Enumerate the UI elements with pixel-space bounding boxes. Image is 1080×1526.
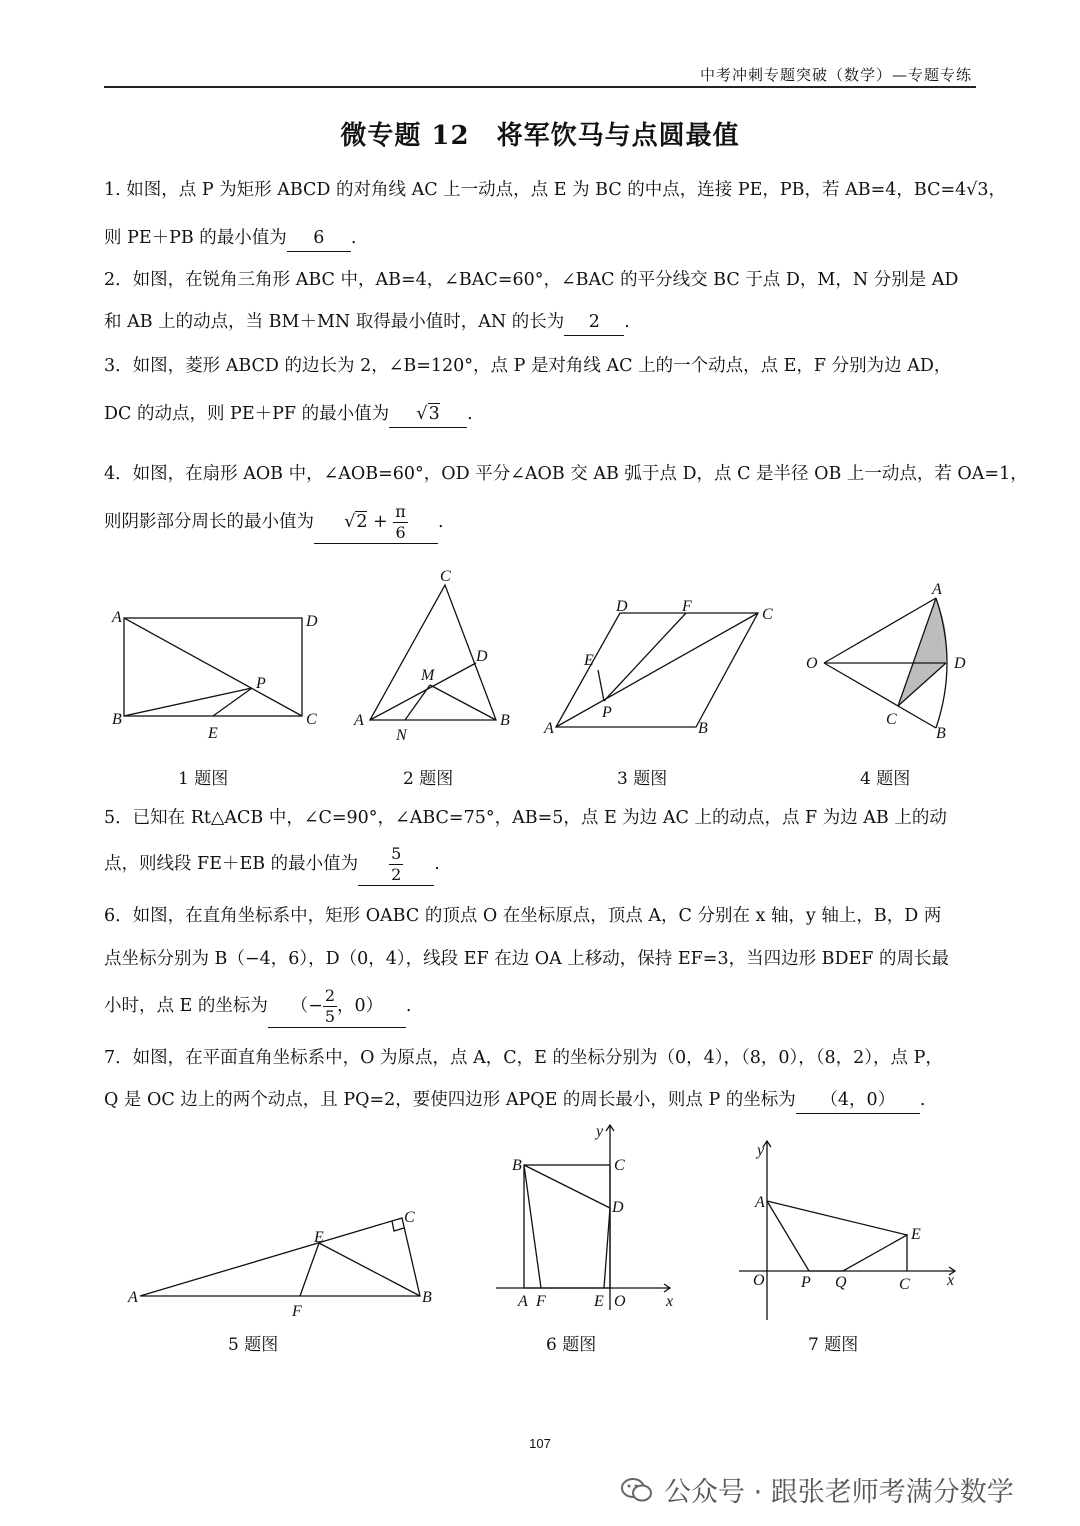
- problem-6-line-1: 6．如图，在直角坐标系中，矩形 OABC 的顶点 O 在坐标原点，顶点 A，C 分别在 x 轴，y 轴上，B，D 两: [104, 906, 942, 926]
- watermark-text: 公众号 · 跟张老师考满分数学: [664, 1477, 1014, 1508]
- label-E: E: [314, 1229, 324, 1246]
- label-D: D: [306, 613, 318, 630]
- label-C: C: [886, 711, 897, 728]
- label-B: B: [936, 725, 946, 742]
- caption-figure-7: 7 题图: [808, 1335, 859, 1355]
- caption-figure-6: 6 题图: [546, 1335, 597, 1355]
- figure-6-coordinate-rectangle: [490, 1120, 690, 1315]
- label-D: D: [476, 648, 488, 665]
- label-A: A: [544, 720, 554, 737]
- label-E: E: [594, 1293, 604, 1310]
- label-P: P: [801, 1274, 811, 1291]
- label-O: O: [806, 655, 818, 672]
- problem-3-line-2: DC 的动点，则 PE＋PF 的最小值为 √3 .: [104, 392, 984, 436]
- problem-5-line-1: 5．已知在 Rt△ACB 中，∠C=90°，∠ABC=75°，AB=5，点 E 为边 AC 上的动点，点 F 为边 AB 上的动: [104, 808, 947, 828]
- header-rule: [104, 86, 976, 88]
- label-P: P: [256, 675, 266, 692]
- figure-4-sector: [800, 578, 990, 748]
- label-D: D: [616, 598, 628, 615]
- problem-3-line-1: 3．如图，菱形 ABCD 的边长为 2，∠B=120°，点 P 是对角线 AC 上的一个动点，点 E，F 分别为边 AD，: [104, 356, 952, 376]
- caption-figure-2: 2 题图: [403, 769, 454, 789]
- label-A: A: [932, 581, 942, 598]
- label-F: F: [682, 598, 692, 615]
- watermark: [620, 1470, 1014, 1509]
- caption-figure-5: 5 题图: [228, 1335, 279, 1355]
- figure-3-rhombus: [540, 595, 780, 745]
- label-C: C: [762, 606, 773, 623]
- label-N: N: [396, 727, 407, 744]
- label-D: D: [612, 1199, 624, 1216]
- problem-6-line-2: 点坐标分别为 B（−4，6），D（0，4），线段 EF 在边 OA 上移动，保持 EF=3，当四边形 BDEF 的周长最: [104, 949, 950, 969]
- label-A: A: [755, 1194, 765, 1211]
- figure-5-right-triangle: [120, 1200, 450, 1325]
- label-x: x: [666, 1293, 674, 1310]
- label-C: C: [404, 1209, 415, 1226]
- figure-1-rectangle: [100, 590, 330, 750]
- label-B: B: [112, 711, 122, 728]
- label-E: E: [208, 725, 218, 742]
- label-M: M: [421, 667, 435, 684]
- label-F: F: [292, 1303, 302, 1320]
- label-y: y: [757, 1142, 765, 1159]
- label-F: F: [536, 1293, 546, 1310]
- running-header: 中考冲刺专题突破（数学）—专题专练: [700, 66, 973, 84]
- label-C: C: [899, 1276, 910, 1293]
- label-B: B: [512, 1157, 522, 1174]
- problem-1-line-2: 则 PE＋PB 的最小值为 6 .: [104, 216, 984, 260]
- label-E: E: [584, 652, 594, 669]
- label-A: A: [112, 609, 122, 626]
- label-O: O: [614, 1293, 626, 1310]
- label-Q: Q: [835, 1274, 847, 1291]
- problem-4-line-1: 4．如图，在扇形 AOB 中，∠AOB=60°，OD 平分∠AOB 交 AB 弧于点 D，点 C 是半径 OB 上一动点，若 OA=1，: [104, 464, 1028, 484]
- label-E: E: [911, 1226, 921, 1243]
- label-C: C: [440, 568, 451, 585]
- label-O: O: [753, 1272, 765, 1289]
- label-C: C: [614, 1157, 625, 1174]
- label-B: B: [422, 1289, 432, 1306]
- problem-5-line-2: 点，则线段 FE＋EB 的最小值为 $\frac{5}{2}$ .: [104, 844, 440, 884]
- label-B: B: [698, 720, 708, 737]
- problem-1-answer: 6: [287, 225, 351, 252]
- problem-7-answer: （4，0）: [796, 1087, 920, 1114]
- problem-7-line-1: 7．如图，在平面直角坐标系中，O 为原点，点 A，C，E 的坐标分别为（0，4），（8，0），（8，2），点 P，: [104, 1048, 943, 1068]
- problem-4-line-2: 则阴影部分周长的最小值为 √2 + $\frac{\pi}{6}$ .: [104, 502, 444, 542]
- problem-1-line-1: 1. 如图，点 P 为矩形 ABCD 的对角线 AC 上一动点，点 E 为 BC 的中点，连接 PE，PB，若 AB=4，BC=4√3，: [104, 180, 1007, 200]
- wechat-icon: [620, 1476, 654, 1504]
- label-P: P: [602, 704, 612, 721]
- label-D: D: [954, 655, 966, 672]
- label-B: B: [500, 712, 510, 729]
- figure-2-triangle: [350, 565, 520, 755]
- problem-6-answer: （− $\frac{2}{5}$ ，0）: [268, 986, 406, 1028]
- label-A: A: [128, 1289, 138, 1306]
- label-x: x: [947, 1272, 955, 1289]
- page-number: 107: [529, 1436, 551, 1451]
- problem-2-line-1: 2．如图，在锐角三角形 ABC 中，AB=4，∠BAC=60°，∠BAC 的平分线交 BC 于点 D，M，N 分别是 AD: [104, 270, 959, 290]
- page-title: 微专题 12 将军饮马与点圆最值: [340, 121, 740, 151]
- problem-2-line-2: 和 AB 上的动点，当 BM＋MN 取得最小值时，AN 的长为 2 .: [104, 300, 984, 344]
- caption-figure-3: 3 题图: [617, 769, 668, 789]
- caption-figure-1: 1 题图: [178, 769, 229, 789]
- problem-4-answer: √2 + $\frac{\pi}{6}$: [314, 502, 438, 544]
- problem-7-line-2: Q 是 OC 边上的两个动点，且 PQ=2，要使四边形 APQE 的周长最小，则点 P 的坐标为 （4，0） .: [104, 1078, 984, 1122]
- problem-2-answer: 2: [564, 309, 624, 336]
- figure-7-coordinate-quadrilateral: [735, 1135, 965, 1325]
- problem-6-line-3: 小时，点 E 的坐标为 （− $\frac{2}{5}$ ，0） .: [104, 986, 412, 1026]
- problem-5-answer: $\frac{5}{2}$: [358, 844, 434, 886]
- label-A: A: [518, 1293, 528, 1310]
- label-A: A: [354, 712, 364, 729]
- label-y: y: [596, 1123, 604, 1140]
- problem-3-answer: √3: [389, 401, 467, 428]
- caption-figure-4: 4 题图: [860, 769, 911, 789]
- label-C: C: [306, 711, 317, 728]
